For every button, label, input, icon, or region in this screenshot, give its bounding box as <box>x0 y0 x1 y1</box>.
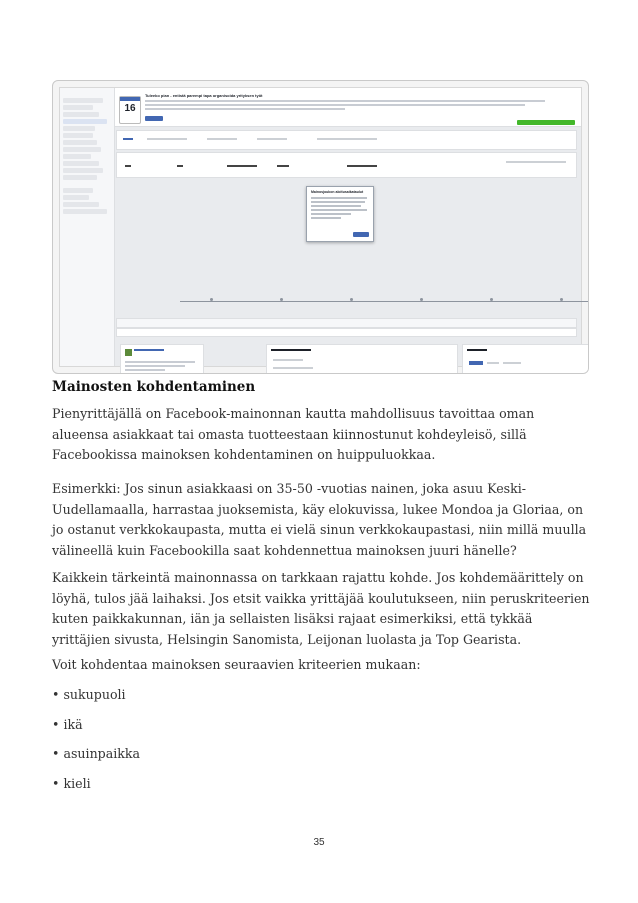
ad-detail-panel <box>266 344 458 374</box>
campaign-summary-row <box>116 130 577 150</box>
ads-table-row[interactable] <box>116 328 577 337</box>
paragraph-4: Voit kohdentaa mainoksen seuraavien kriteerien mukaan: <box>52 657 421 672</box>
create-ad-button[interactable] <box>517 120 575 125</box>
popup-button[interactable] <box>353 232 369 237</box>
bullet-item: • ikä <box>52 717 83 732</box>
page-number: 35 <box>313 837 325 848</box>
tip-button[interactable] <box>145 116 163 121</box>
schedule-popup: Mainosjoukon aloitusaikataulut <box>306 186 374 242</box>
facebook-ads-manager-screenshot <box>52 80 589 374</box>
page-avatar <box>125 349 132 356</box>
paragraph-1: Pienyrittäjällä on Facebook-mainonnan kautta mahdollisuus tavoittaa oman alueensa asiakkaat tai omasta tuotteestaan kiinnostunut kohdeyleisö, sillä Facebookissa mainoksen kohdentaminen on huippuluokkaa. <box>52 406 535 462</box>
stats-row <box>116 152 577 178</box>
timeline-axis <box>180 301 589 302</box>
calendar-icon: 16 <box>119 96 141 124</box>
ads-manager-view <box>59 87 582 367</box>
ad-preview-post <box>120 344 204 374</box>
tip-title: Tuleeko pian - entistä parempi tapa organisoida yrityksen työt <box>145 93 263 98</box>
paragraph-3: Kaikkein tärkeintä mainonnassa on tarkkaan rajattu kohde. Jos kohdemäärittely on löyhä, tulos jää laihaksi. Jos etsit vaikka yrittäjää koulutukseen, niin peruskriteerien kuten paikkakunnan, iän ja sellaisten lisäksi rajaat esimerkiksi, että tykkää yrittäjien sivusta, Helsingin Sanomista, Leijonan luolasta ja Top Gearista. <box>52 570 590 647</box>
section-heading: Mainosten kohdentaminen <box>52 379 256 395</box>
ads-sidebar <box>60 88 115 366</box>
ads-table-header <box>116 318 577 328</box>
bullet-item: • asuinpaikka <box>52 746 141 761</box>
post-page-name <box>134 349 164 351</box>
performance-chart-panel <box>462 344 589 374</box>
tip-banner <box>115 88 581 127</box>
bullet-item: • sukupuoli <box>52 687 126 702</box>
paragraph-2: Esimerkki: Jos sinun asiakkaasi on 35-50 -vuotias nainen, joka asuu Keski-Uudellamaalla, harrastaa juoksemista, käy elokuvissa, lukee Mondoa ja Gloriaa, on jo ostanut verkkokaupasta, mutta ei vielä sinun verkkokaupastasi, niin millä muulla välineellä kuin Facebookilla saat kohdennettua mainoksen juuri hänelle? <box>52 481 587 558</box>
bullet-item: • kieli <box>52 776 91 791</box>
